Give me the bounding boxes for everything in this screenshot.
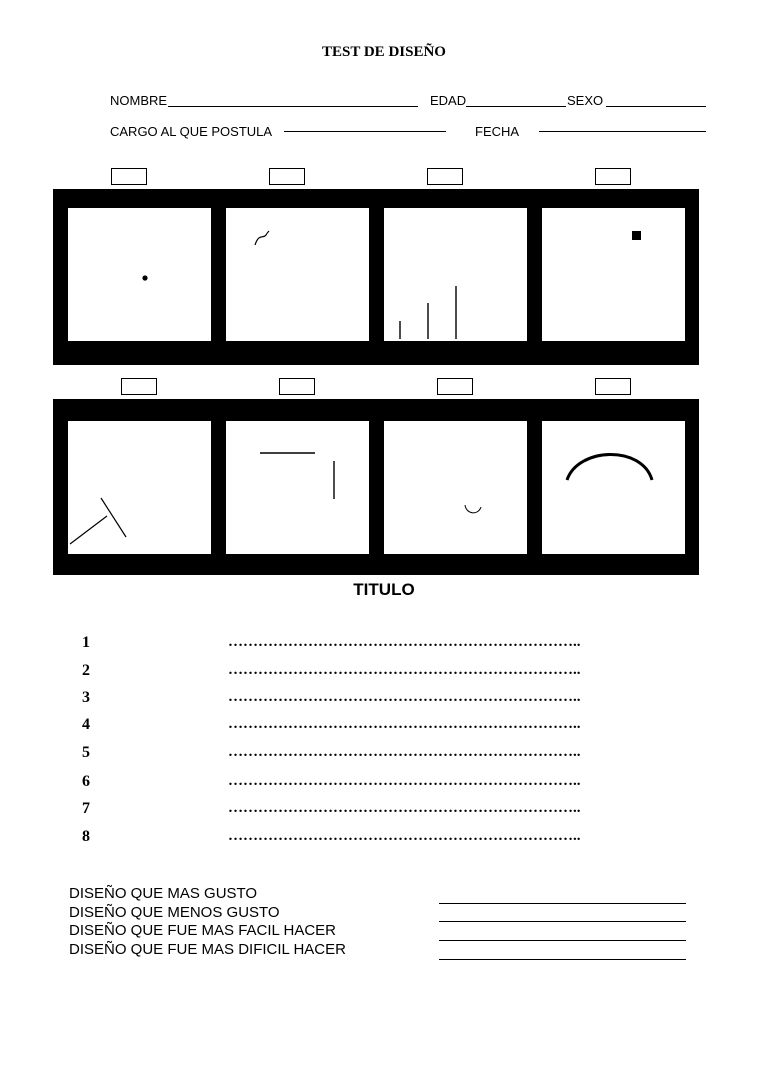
small-arc-icon [384,421,527,554]
title-row-number: 5 [82,744,90,761]
cargo-label: CARGO AL QUE POSTULA [110,124,273,139]
title-row-number: 7 [82,800,90,817]
title-row-answer[interactable]: …………………………………………………………….. [228,634,581,650]
drawing-number-box-3[interactable] [427,168,463,185]
small-arc-stimulus[interactable] [384,421,527,554]
title-row-answer[interactable]: …………………………………………………………….. [228,773,581,789]
sexo-field[interactable] [606,106,706,107]
title-row-answer[interactable]: …………………………………………………………….. [228,662,581,678]
title-row-answer[interactable]: …………………………………………………………….. [228,828,581,844]
preference-least-liked-label: DISEÑO QUE MENOS GUSTO [69,904,280,921]
title-row-number: 8 [82,828,90,845]
title-row-number: 2 [82,662,90,679]
title-row-number: 6 [82,773,90,790]
title-row-answer[interactable]: …………………………………………………………….. [228,744,581,760]
horizontal-vertical-lines-icon [226,421,369,554]
cargo-field[interactable] [284,131,446,132]
dot-stimulus[interactable] [68,208,211,341]
title-row-number: 4 [82,716,90,733]
preference-hardest-field[interactable] [439,959,686,960]
drawing-number-box-8[interactable] [595,378,631,395]
large-arc-stimulus[interactable] [542,421,685,554]
horizontal-vertical-lines-stimulus[interactable] [226,421,369,554]
page-title: TEST DE DISEÑO [322,44,446,60]
title-row-answer[interactable]: …………………………………………………………….. [228,689,581,705]
drawing-number-box-6[interactable] [279,378,315,395]
curve-stimulus[interactable] [226,208,369,341]
small-square-stimulus[interactable] [542,208,685,341]
title-row-number: 3 [82,689,90,706]
titles-heading: TITULO [353,580,415,599]
title-row-number: 1 [82,634,90,651]
preference-most-liked-label: DISEÑO QUE MAS GUSTO [69,885,258,902]
vertical-lines-stimulus[interactable] [384,208,527,341]
edad-field[interactable] [466,106,566,107]
drawing-number-box-5[interactable] [121,378,157,395]
drawing-number-box-7[interactable] [437,378,473,395]
drawing-number-box-1[interactable] [111,168,147,185]
title-row-answer[interactable]: …………………………………………………………….. [228,800,581,816]
drawing-number-box-2[interactable] [269,168,305,185]
dot-icon [68,208,211,341]
edad-label: EDAD [430,93,467,108]
drawing-number-box-4[interactable] [595,168,631,185]
crossing-lines-stimulus[interactable] [68,421,211,554]
preference-easiest-label: DISEÑO QUE FUE MAS FACIL HACER [69,922,336,939]
preference-easiest-field[interactable] [439,940,686,941]
stimulus-strip-2 [53,399,699,575]
preference-hardest-label: DISEÑO QUE FUE MAS DIFICIL HACER [69,941,346,958]
square-icon [542,208,685,341]
preference-least-liked-field[interactable] [439,921,686,922]
title-row-answer[interactable]: …………………………………………………………….. [228,716,581,732]
preference-most-liked-field[interactable] [439,903,686,904]
stimulus-strip-1 [53,189,699,365]
sexo-label: SEXO [567,93,604,108]
fecha-label: FECHA [475,124,520,139]
nombre-label: NOMBRE [110,93,168,108]
curve-icon [226,208,369,341]
nombre-field[interactable] [168,106,418,107]
crossing-lines-icon [68,421,211,554]
vertical-lines-icon [384,208,527,341]
large-arc-icon [542,421,685,554]
fecha-field[interactable] [539,131,706,132]
